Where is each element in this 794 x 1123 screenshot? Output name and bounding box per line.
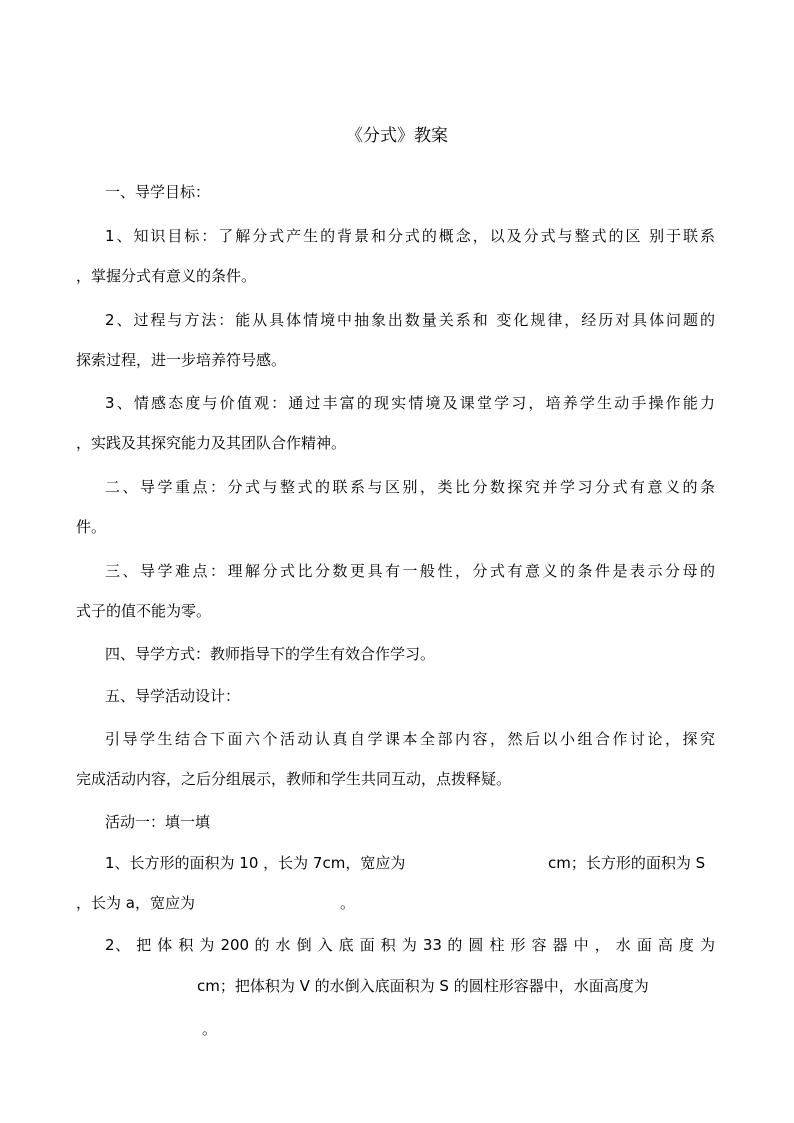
objective-1-line-1: 1、知识目标：了解分式产生的背景和分式的概念，以及分式与整式的区 别于联系	[105, 227, 715, 245]
guide-line-1: 引导学生结合下面六个活动认真自学课本全部内容，然后以小组合作讨论，探究	[105, 730, 715, 748]
exercise-2-line-1: 2、 把 体 积 为 200 的 水 倒 入 底 面 积 为 33 的 圆 柱 形 容 器 中 ， 水 面 高 度 为	[105, 936, 715, 954]
exercise-2-line-2: cm；把体积为 V 的水倒入底面积为 S 的圆柱形容器中，水面高度为	[197, 977, 649, 995]
exercise-1-line-2-a: ，长为 a，宽应为	[76, 894, 195, 912]
exercise-1-line-2-b: 。	[340, 894, 356, 912]
objectives-heading: 一、导学目标：	[105, 183, 211, 201]
objective-1-line-2: ，掌握分式有意义的条件。	[76, 267, 257, 285]
key-points-line-2: 件。	[76, 518, 107, 536]
activity-1-heading: 活动一：填一填	[105, 813, 211, 831]
exercise-1-part-b: cm；长方形的面积为 S	[548, 854, 706, 872]
objective-3-line-1: 3、情感态度与价值观：通过丰富的现实情境及课堂学习，培养学生动手操作能力	[105, 394, 715, 412]
method-line: 四、导学方式：教师指导下的学生有效合作学习。	[105, 645, 436, 663]
exercise-2-line-3: 。	[202, 1020, 218, 1038]
activity-design-heading: 五、导学活动设计：	[105, 687, 241, 705]
page-title: 《分式》教案	[346, 126, 448, 146]
objective-2-line-2: 探索过程，进一步培养符号感。	[76, 351, 287, 369]
exercise-1-part-a: 1、长方形的面积为 10 ，长为 7cm，宽应为	[105, 854, 406, 872]
objective-3-line-2: ，实践及其探究能力及其团队合作精神。	[76, 434, 347, 452]
objective-2-line-1: 2、过程与方法：能从具体情境中抽象出数量关系和 变化规律，经历对具体问题的	[105, 311, 715, 329]
difficulty-line-1: 三、导学难点：理解分式比分数更具有一般性，分式有意义的条件是表示分母的	[105, 562, 715, 580]
difficulty-line-2: 式子的值不能为零。	[76, 602, 212, 620]
guide-line-2: 完成活动内容，之后分组展示，教师和学生共同互动，点拨释疑。	[76, 770, 512, 788]
key-points-line-1: 二、导学重点：分式与整式的联系与区别，类比分数探究并学习分式有意义的条	[105, 478, 715, 496]
